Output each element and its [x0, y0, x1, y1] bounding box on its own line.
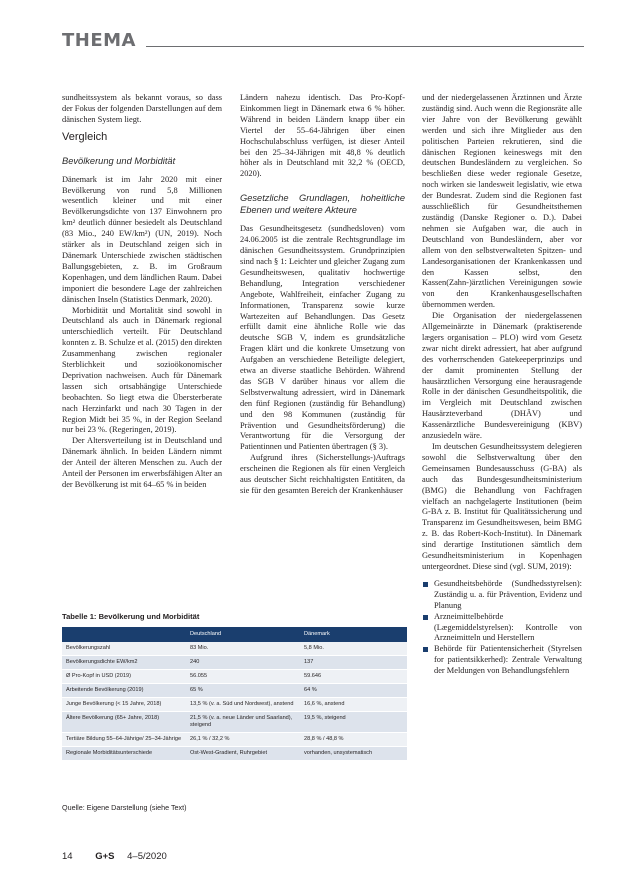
table-cell: 26,1 % / 32,2 %: [186, 733, 300, 747]
table-cell: 64 %: [300, 684, 407, 698]
text-column-3: [422, 93, 582, 677]
paragraph: Morbidität und Mortalität sind sowohl in Deutschland als auch in Dänemark regional unterschiedlich verteilt. Für Deutschland konnten z. B. Schulze et al. (2015) den direkten Zusammenhang zwischen regionaler Sterblichkeit und sozioökonomischer Deprivation nachweisen. Auch für Dänemark lassen sich ortsabhängige Unterschiede beobachten. So liegt etwa die Übersterberate nach Herzinfarkt und nach 30 Tagen in der Region Midt bei 35 %, in der Region Seeland nur bei 23 %. (Regeringen, 2019).: [62, 305, 222, 435]
table-cell: Ältere Bevölkerung (65+ Jahre, 2018): [62, 712, 186, 733]
table-cell: Ø Pro-Kopf in USD (2019): [62, 670, 186, 684]
table-cell: 137: [300, 656, 407, 670]
table-row: [62, 642, 407, 656]
table-cell: 28,8 % / 48,8 %: [300, 733, 407, 747]
table-header-cell: Dänemark: [300, 627, 407, 642]
table-row: [62, 747, 407, 761]
paragraph: Dänemark ist im Jahr 2020 mit einer Bevölkerung von rund 5,8 Millionen wesentlich kleiner und mit einer Bevölkerungsdichte von 137 Einwohnern pro km² deutlich dünner besiedelt als Deutschland (83 Mio., 240 EW/km²) (UN, 2019). Noch stärker als in Deutschland zeigen sich in Dänemark Unterschiede zwischen städtischen Ballungsgebieten, z. B. im Großraum Kopenhagen, und dem ländlichen Raum. Dabei imponiert die besondere Lage der zahlreichen dänischen Inseln (Statistics Denmark, 2020).: [62, 174, 222, 304]
journal-logo: G+S: [95, 851, 115, 862]
table-cell: 21,5 % (v. a. neue Länder und Saarland), steigend: [186, 712, 300, 733]
table-cell: 240: [186, 656, 300, 670]
table-cell: 19,5 %, steigend: [300, 712, 407, 733]
issue-number: 4–5/2020: [127, 851, 167, 862]
table-row: [62, 712, 407, 733]
table-cell: vorhanden, unsystematisch: [300, 747, 407, 761]
table-cell: Arbeitende Bevölkerung (2019): [62, 684, 186, 698]
list-item: Behörde für Patientensicherheit (Styrelsen for patientsikkerhed): Zentrale Verwaltung der Meldungen von Behandlungsfehlern: [422, 644, 582, 677]
subsection-heading: Bevölkerung und Morbidität: [62, 155, 176, 166]
paragraph: Ländern nahezu identisch. Das Pro-Kopf-Einkommen liegt in Dänemark etwa 6 % höher. Während in beiden Ländern knapp über ein Viertel der 55–64-Jährigen über einen Hochschulabschluss verfügen, ist dieser Anteil bei den 25–34-Jährigen mit 48,8 % deutlich höher als in Deutschland mit 32,2 % (OECD, 2020).: [240, 93, 405, 179]
paragraph: Das Gesundheitsgesetz (sundhedsloven) vom 24.06.2005 ist die zentrale Rechtsgrundlage im dänischen Gesundheitssystem. Grundprinzipien sind nach § 1: Leichter und gleicher Zugang zum Gesundheitswesen, qualitativ hochwertige Behandlung, Integration verschiedener Angebote, Wahlfreiheit, einfacher Zugang zu Informationen, Transparenz sowie kurze Wartezeiten auf Behandlungen. Das Gesetz erfüllt damit eine ähnliche Rolle wie das deutsche SGB V, indem es grundsätzliche Fragen klärt und die konkrete Umsetzung von Aufgaben an verschiedene Beteiligte delegiert, etwa an diverse staatliche Behörden. Während das SGB V darüber hinaus vor allem die Selbstverwaltung adressiert, wird in Dänemark den fünf Regionen (zuständig für Behandlung) und den 98 Kommunen (zuständig für Prävention und Gesundheitsförderung) die Verantwortung für die Versorgung der Patientinnen und Patienten übertragen (§ 3).: [240, 224, 405, 452]
table-row: [62, 656, 407, 670]
paragraph: Im deutschen Gesundheitssystem delegieren sowohl die Selbstverwaltung über den Gemeinsamen Bundesausschuss (G-BA) als auch das Bundesgesundheitsministerium (BMG) die Behandlung von Fachfragen vielfach an nachgelagerte Institutionen (beim G-BA z. B. Institut für Qualitätssicherung und Transparenz im Gesundheitswesen, beim BMG z. B. das Robert-Koch-Institut). In Dänemark sind derartige Institutionen sämtlich dem Gesundheitsministerium in Kopenhagen untergeordnet. Diese sind (vgl. SUM, 2019):: [422, 442, 582, 571]
table-header-cell: [62, 627, 186, 642]
text-column-1: [62, 93, 222, 491]
section-heading: Vergleich: [62, 130, 108, 143]
paragraph: und der niedergelassenen Ärztinnen und Ärzte zuständig sind. Auch wenn die Regionsräte alle vier Jahre von der Bevölkerung gewählt werden und sich ihre Mitglieder aus den politischen Parteien rekrutieren, sind die dänischen Regionen keineswegs mit den deutschen Bundesländern zu vergleichen. So beschließen diese weder regionale Gesetze, noch wirken sie landesweit legislativ, wie etwa der Bundesrat. Zudem sind die Regionen fast ausschließlich für Gesundheitsthemen zuständig (Danske Regioner o. D.). Dabei nehmen sie Aufgaben war, die auch in Deutschland von Bundesländern, aber vor allem von den selbstverwalteten Spitzen- und Landesorganisationen der Krankenkassen und den Kassen selbst, den Kassen(Zahn-)ärztlichen Vereinigungen sowie von den Krankenhausgesellschaften übernommen werden.: [422, 93, 582, 310]
paragraph: Die Organisation der niedergelassenen Allgemeinärzte in Dänemark (praktiserende lægers organisation – PLO) wird vom Gesetz zwar nicht direkt adressiert, hat aber aufgrund des vorherrschenden Gatekeeperprinzips und der damit prominenten Stellung der hausärztlichen Versorgung eine herausragende Rolle in der dänischen Gesundheitspolitik, die im Vergleich mit Deutschland zwischen Hausärzteverband (DHÄV) und Kassenärztliche Bundesvereinigung (KBV) anzusiedeln wäre.: [422, 311, 582, 441]
table-cell: 13,5 % (v. a. Süd und Nordwest), anstend: [186, 698, 300, 712]
table-row: [62, 670, 407, 684]
page-header: [62, 30, 584, 54]
paragraph: sundheitssystem als bekannt voraus, so dass der Fokus der folgenden Darstellungen auf dem dänischen System liegt.: [62, 93, 223, 124]
table-row: [62, 684, 407, 698]
table-cell: 83 Mio.: [186, 642, 300, 656]
header-rule: [146, 46, 584, 47]
list-item: Gesundheitsbehörde (Sundhedsstyrelsen): Zuständig u. a. für Prävention, Evidenz und Planung: [422, 579, 582, 612]
table-cell: 16,6 %, anstend: [300, 698, 407, 712]
table-header-row: [62, 627, 407, 642]
text-column-2: [240, 93, 405, 497]
comparison-table: [62, 627, 407, 761]
table-cell: Bevölkerungszahl: [62, 642, 186, 656]
table-title: Tabelle 1: Bevölkerung und Morbidität: [62, 612, 200, 621]
table-cell: Bevölkerungsdichte EW/km2: [62, 656, 186, 670]
table-cell: 5,8 Mio.: [300, 642, 407, 656]
agency-list: [422, 579, 582, 677]
table-cell: Junge Bevölkerung (< 15 Jahre, 2018): [62, 698, 186, 712]
paragraph: Der Altersverteilung ist in Deutschland und Dänemark ähnlich. In beiden Ländern nimmt der Anteil der älteren Menschen zu. Auch der Anteil der Personen im erwerbsfähigen Alter an der Bevölkerung ist mit 64–65 % in beiden: [62, 436, 223, 489]
table-cell: Ost-West-Gradient, Ruhrgebiet: [186, 747, 300, 761]
table-cell: 65 %: [186, 684, 300, 698]
table-cell: 56.055: [186, 670, 300, 684]
table-cell: Regionale Morbiditätsunterschiede: [62, 747, 186, 761]
page-footer: [62, 851, 167, 862]
table-source: Quelle: Eigene Darstellung (siehe Text): [62, 803, 187, 812]
table-header-cell: Deutschland: [186, 627, 300, 642]
subsection-heading: Gesetzliche Grundlagen, hoheitliche Ebenen und weitere Akteure: [240, 193, 405, 216]
section-title: THEMA: [62, 30, 136, 51]
list-item: Arzneimittelbehörde (Lægemiddelstyrelsen): Kontrolle von Arzneimitteln und Herstellern: [422, 612, 582, 645]
page-number: 14: [62, 851, 73, 862]
table-row: [62, 733, 407, 747]
paragraph: Aufgrund ihres (Sicherstellungs-)Auftrags erscheinen die Regionen als für einen Vergleich aus deutscher Sicht reichhaltigsten Entitäten, da sie für den gesamten Bereich der Krankenhäuser: [240, 453, 405, 495]
table-cell: 59.646: [300, 670, 407, 684]
table-row: [62, 698, 407, 712]
table-cell: Tertiäre Bildung 55–64-Jährige/ 25–34-Jährige: [62, 733, 186, 747]
